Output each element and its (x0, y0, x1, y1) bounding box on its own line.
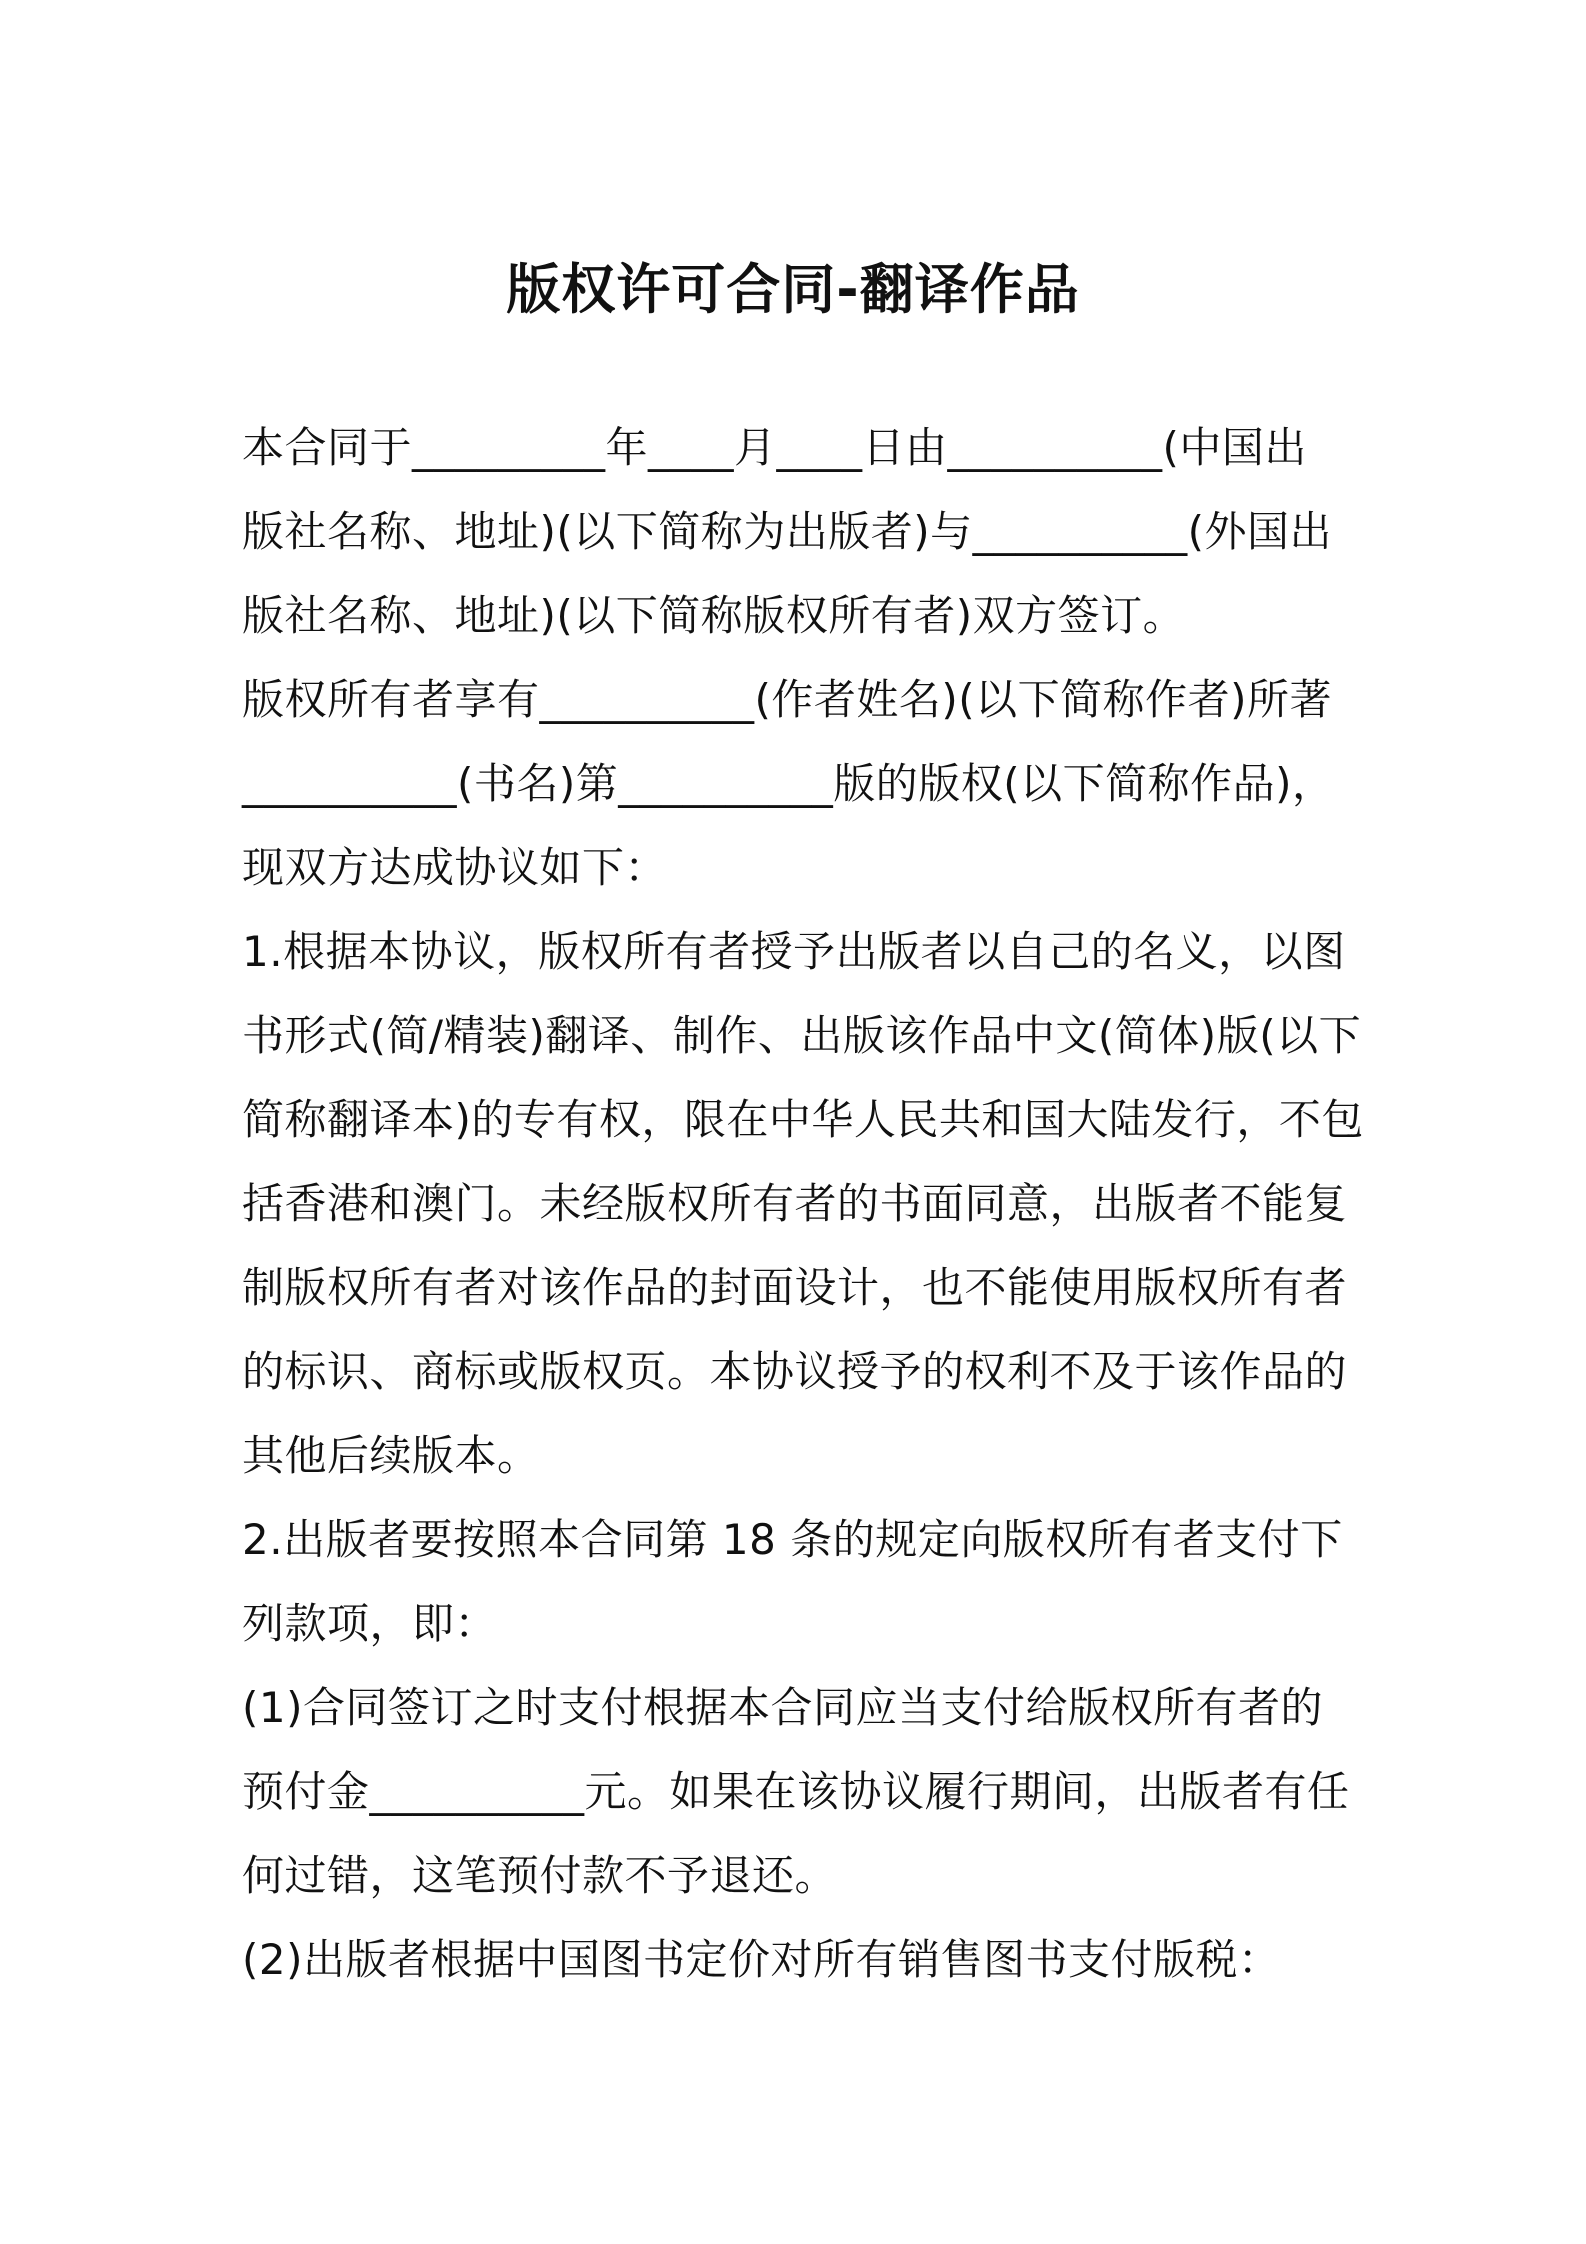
text-line: 简称翻译本)的专有权，限在中华人民共和国大陆发行，不包 (242, 1095, 1364, 1144)
text-line: 制版权所有者对该作品的封面设计，也不能使用版权所有者 (242, 1263, 1348, 1312)
text-line: 现双方达成协议如下： (242, 843, 668, 892)
text-line: 版社名称、地址)(以下简称版权所有者)双方签订。 (242, 591, 1186, 640)
text-line: 其他后续版本。 (242, 1431, 540, 1480)
text-line: (2)出版者根据中国图书定价对所有销售图书支付版税： (242, 1935, 1281, 1984)
text-line: 书形式(简/精装)翻译、制作、出版该作品中文(简体)版(以下 (242, 1011, 1362, 1060)
text-line: 的标识、商标或版权页。本协议授予的权利不及于该作品的 (242, 1347, 1348, 1396)
text-line: 版社名称、地址)(以下简称为出版者)与__________(外国出 (242, 507, 1333, 556)
contract-body (242, 406, 1362, 2002)
text-line: __________(书名)第__________版的版权(以下简称作品)， (242, 759, 1335, 808)
text-line: 括香港和澳门。未经版权所有者的书面同意，出版者不能复 (242, 1179, 1348, 1228)
text-line: 预付金__________元。如果在该协议履行期间，出版者有任 (242, 1767, 1350, 1816)
text-line: 何过错，这笔预付款不予退还。 (242, 1851, 838, 1900)
text-line: 本合同于_________年____月____日由__________(中国出 (242, 423, 1307, 472)
text-line: 版权所有者享有__________(作者姓名)(以下简称作者)所著 (242, 675, 1333, 724)
document-title: 版权许可合同-翻译作品 (506, 258, 1080, 321)
text-line: 2.出版者要按照本合同第 18 条的规定向版权所有者支付下 (242, 1515, 1343, 1564)
text-line: 1.根据本协议，版权所有者授予出版者以自己的名义，以图 (242, 927, 1346, 976)
text-line: 列款项，即： (242, 1599, 498, 1648)
text-line: (1)合同签订之时支付根据本合同应当支付给版权所有者的 (242, 1683, 1323, 1732)
